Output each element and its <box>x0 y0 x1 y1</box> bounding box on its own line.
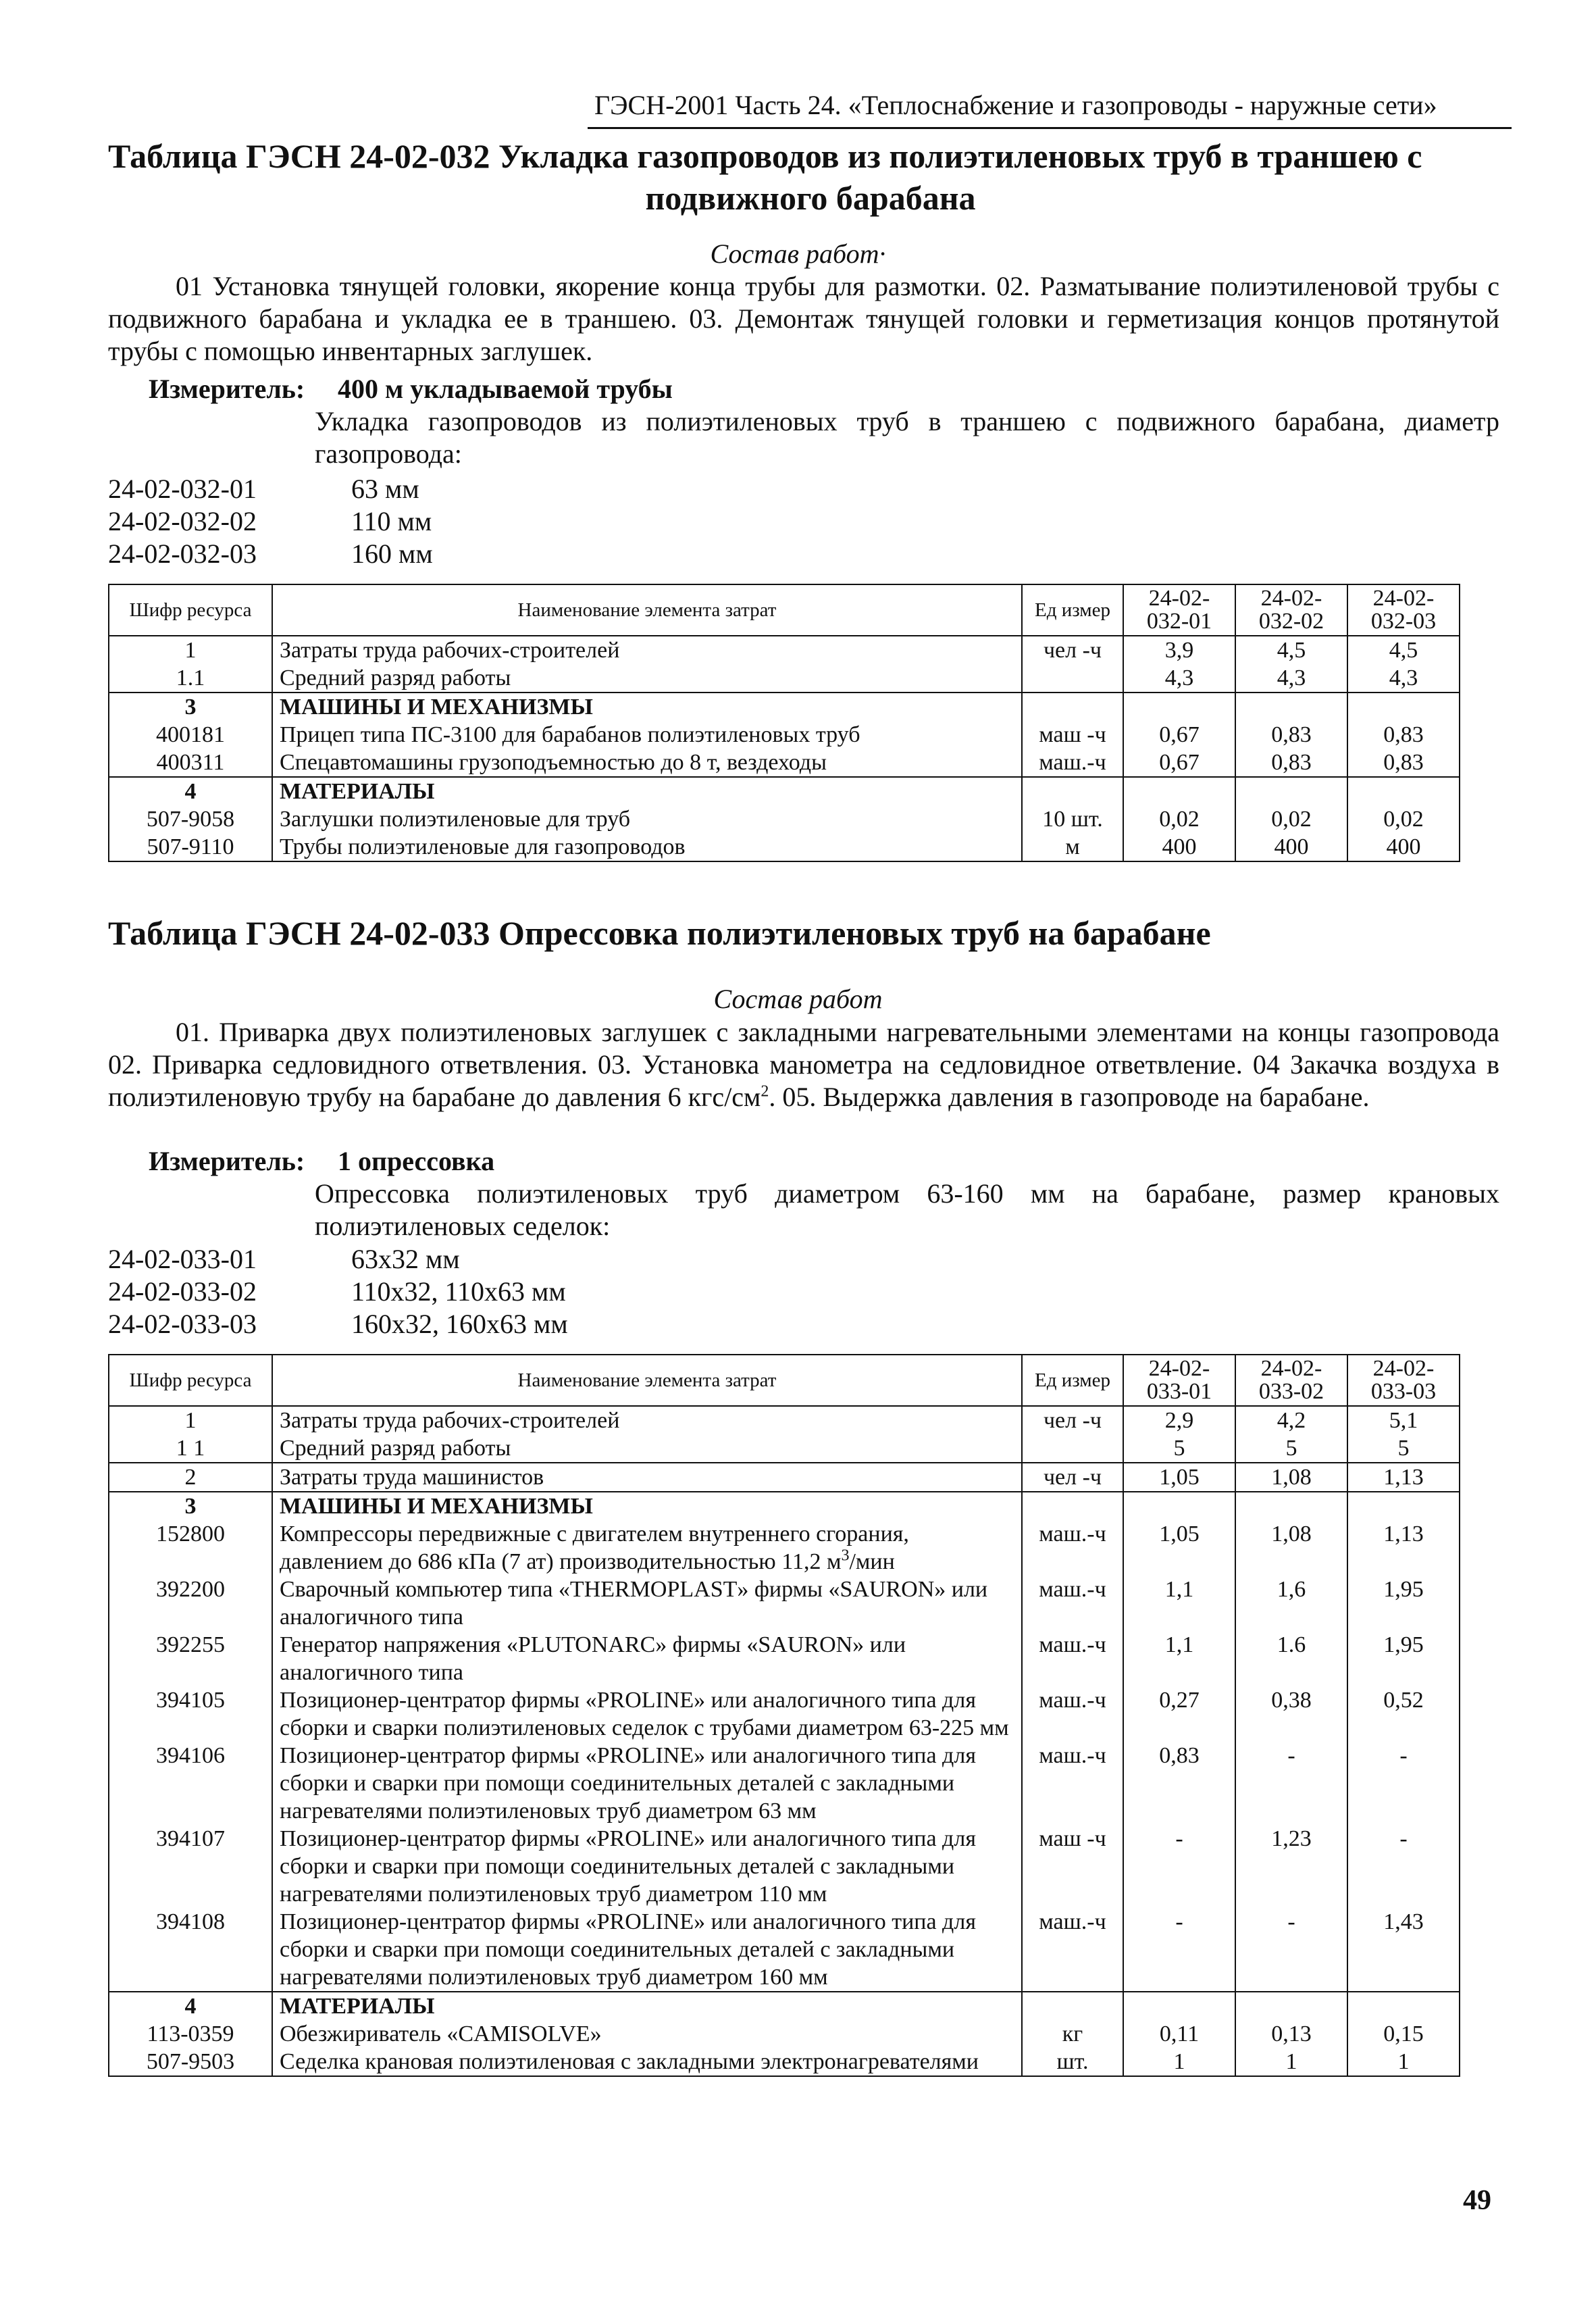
cell-unit: шт. <box>1022 2048 1123 2076</box>
table-row <box>109 1406 1460 1434</box>
cell-v2: 1,6 <box>1235 1576 1347 1631</box>
code-list-value: 160 мм <box>351 538 433 569</box>
col-header-c1: 24-02-033-01 <box>1123 1355 1235 1406</box>
cell-v2: 0,83 <box>1235 749 1347 777</box>
cell-code: 394105 <box>109 1686 272 1742</box>
table-row <box>109 749 1460 777</box>
cell-v3: 4,5 <box>1347 636 1460 664</box>
cell-name: Позиционер-центратор фирмы «PROLINE» или аналогичного типа для сборки и сварки при помощи соединительных деталей с закладными нагревателями полиэтиленовых труб диаметром 110 мм <box>272 1825 1022 1908</box>
cell-name: Затраты труда рабочих-строителей <box>272 636 1022 664</box>
header-rule <box>588 127 1512 129</box>
cell-v3 <box>1347 693 1460 721</box>
cell-code: 394107 <box>109 1825 272 1908</box>
cell-name: Позиционер-центратор фирмы «PROLINE» или аналогичного типа для сборки и сварки при помощи соединительных деталей с закладными нагревателями полиэтиленовых труб диаметром 63 мм <box>272 1742 1022 1825</box>
cell-code: 392255 <box>109 1631 272 1686</box>
cell-v2: 400 <box>1235 833 1347 861</box>
cell-name: МАТЕРИАЛЫ <box>272 1992 1022 2020</box>
table-row <box>109 1520 1460 1576</box>
cell-code: 113-0359 <box>109 2020 272 2048</box>
cell-v3: 0,02 <box>1347 805 1460 833</box>
cell-code: 507-9503 <box>109 2048 272 2076</box>
col-header-name: Наименование элемента затрат <box>272 1355 1022 1406</box>
table-row <box>109 664 1460 693</box>
col-header-code: Шифр ресурса <box>109 584 272 636</box>
cell-v3: 0,83 <box>1347 721 1460 749</box>
table2-description: Опрессовка полиэтиленовых труб диаметром 63-160 мм на барабане, размер крановых полиэтиленовых седелок: <box>315 1178 1499 1241</box>
cell-code: 2 <box>109 1463 272 1492</box>
cell-v1: 1,05 <box>1123 1520 1235 1576</box>
table-row <box>109 1908 1460 1992</box>
cell-name: Генератор напряжения «PLUTONARC» фирмы «SAURON» или аналогичного типа <box>272 1631 1022 1686</box>
cell-v1: 1,05 <box>1123 1463 1235 1492</box>
cell-v3: 1,95 <box>1347 1631 1460 1686</box>
table-section-row <box>109 693 1460 721</box>
cell-unit <box>1022 664 1123 693</box>
code-list-item <box>108 1308 568 1340</box>
table2-title: Таблица ГЭСН 24-02-033 Опрессовка полиэтиленовых труб на барабане <box>108 914 1211 952</box>
cell-v1: 0,02 <box>1123 805 1235 833</box>
cell-name: МАШИНЫ И МЕХАНИЗМЫ <box>272 1492 1022 1520</box>
cell-code: 3 <box>109 1492 272 1520</box>
cell-v2: 1,23 <box>1235 1825 1347 1908</box>
cell-name: МАШИНЫ И МЕХАНИЗМЫ <box>272 693 1022 721</box>
table1-measure-label: Измеритель: <box>149 374 305 404</box>
table2-composition-sup: 2 <box>761 1082 769 1101</box>
cell-v3: - <box>1347 1742 1460 1825</box>
cell-v1 <box>1123 693 1235 721</box>
cell-v1: 3,9 <box>1123 636 1235 664</box>
table2-composition-label: Состав работ <box>713 984 883 1014</box>
cell-v3: 0,15 <box>1347 2020 1460 2048</box>
cell-v3: 1,95 <box>1347 1576 1460 1631</box>
table1-title-line1: Таблица ГЭСН 24-02-032 Укладка газопроводов из полиэтиленовых труб в траншею с <box>108 137 1422 175</box>
cell-v3: 400 <box>1347 833 1460 861</box>
cell-v3: 1,13 <box>1347 1463 1460 1492</box>
cell-v1: 4,3 <box>1123 664 1235 693</box>
col-header-c2: 24-02-033-02 <box>1235 1355 1347 1406</box>
cell-v3: - <box>1347 1825 1460 1908</box>
col-header-c1: 24-02-032-01 <box>1123 584 1235 636</box>
cell-code: 400181 <box>109 721 272 749</box>
table1-measure-value: 400 м укладываемой трубы <box>338 374 673 404</box>
cell-code: 507-9058 <box>109 805 272 833</box>
table1-description: Укладка газопроводов из полиэтиленовых труб в траншею с подвижного барабана, диаметр газопровода: <box>315 406 1499 469</box>
cell-v2: 0,13 <box>1235 2020 1347 2048</box>
table1-title-line2: подвижного барабана <box>645 179 976 217</box>
cell-name: МАТЕРИАЛЫ <box>272 777 1022 805</box>
table-row <box>109 721 1460 749</box>
col-header-unit: Ед измер <box>1022 584 1123 636</box>
cell-v2: 1 <box>1235 2048 1347 2076</box>
code-list-value: 110х32, 110х63 мм <box>351 1276 566 1307</box>
cell-name: Затраты труда рабочих-строителей <box>272 1406 1022 1434</box>
cell-unit: маш -ч <box>1022 721 1123 749</box>
cell-name <box>272 1520 1022 1576</box>
cell-v3: 0,52 <box>1347 1686 1460 1742</box>
cell-v2 <box>1235 1492 1347 1520</box>
cell-unit: маш.-ч <box>1022 1686 1123 1742</box>
cell-unit: маш.-ч <box>1022 1520 1123 1576</box>
cell-v3: 1,43 <box>1347 1908 1460 1992</box>
code-list-code: 24-02-032-01 <box>108 474 257 504</box>
table-row <box>109 805 1460 833</box>
cell-code: 4 <box>109 1992 272 2020</box>
table-row <box>109 636 1460 664</box>
cell-code: 392200 <box>109 1576 272 1631</box>
code-list-value: 63 мм <box>351 474 419 504</box>
cell-v1 <box>1123 1492 1235 1520</box>
cell-name-text: Компрессоры передвижные с двигателем внутреннего сгорания, давлением до 686 кПа (7 ат) производительностью 11,2 м <box>280 1521 909 1574</box>
cell-v1: 1,1 <box>1123 1631 1235 1686</box>
cell-name: Седелка крановая полиэтиленовая с закладными электронагревателями <box>272 2048 1022 2076</box>
col-header-c3: 24-02-033-03 <box>1347 1355 1460 1406</box>
table2-resources <box>108 1354 1460 2077</box>
cell-name: Затраты труда машинистов <box>272 1463 1022 1492</box>
cell-code: 3 <box>109 693 272 721</box>
cell-v3: 5 <box>1347 1434 1460 1463</box>
cell-name: Спецавтомашины грузоподъемностью до 8 т, вездеходы <box>272 749 1022 777</box>
cell-name-tail: /мин <box>849 1549 895 1574</box>
cell-v2 <box>1235 1992 1347 2020</box>
table1-composition-label: Состав работ· <box>710 238 886 269</box>
table1-code-list <box>108 473 433 570</box>
code-list-item <box>108 1243 568 1276</box>
cell-v1: 1 <box>1123 2048 1235 2076</box>
cell-v3: 5,1 <box>1347 1406 1460 1434</box>
cell-code: 4 <box>109 777 272 805</box>
code-list-code: 24-02-033-03 <box>108 1309 257 1339</box>
col-header-code: Шифр ресурса <box>109 1355 272 1406</box>
cell-v2: - <box>1235 1908 1347 1992</box>
table2-measure-value: 1 опрессовка <box>338 1146 495 1176</box>
table2-composition <box>108 1016 1499 1113</box>
cell-v2: 4,5 <box>1235 636 1347 664</box>
table2-measure <box>149 1145 494 1177</box>
cell-v2: 0,83 <box>1235 721 1347 749</box>
code-list-item <box>108 1276 568 1308</box>
code-list-code: 24-02-032-03 <box>108 538 257 569</box>
cell-unit: 10 шт. <box>1022 805 1123 833</box>
table1-resources <box>108 584 1460 862</box>
table2-composition-text-a: 01. Приварка двух полиэтиленовых заглушек с закладными нагревательными элементами на концы газопровода 02. Приварка седловидного ответвления. 03. Установка манометра на седловидное ответвление. 04 Закачка воздуха в полиэтиленовую трубу на барабане до давления 6 кгс/см <box>108 1017 1499 1112</box>
cell-v1: 400 <box>1123 833 1235 861</box>
cell-v1 <box>1123 1992 1235 2020</box>
table-section-row <box>109 1992 1460 2020</box>
cell-v1: 1,1 <box>1123 1576 1235 1631</box>
cell-code: 394106 <box>109 1742 272 1825</box>
cell-v2: 1.6 <box>1235 1631 1347 1686</box>
table-header-row <box>109 1355 1460 1406</box>
cell-v2: 4,3 <box>1235 664 1347 693</box>
cell-name: Средний разряд работы <box>272 1434 1022 1463</box>
table-row <box>109 2048 1460 2076</box>
cell-v1: 0,11 <box>1123 2020 1235 2048</box>
table1-measure <box>149 373 673 405</box>
cell-v2: 1,08 <box>1235 1463 1347 1492</box>
cell-name-sup: 3 <box>841 1546 850 1565</box>
code-list-code: 24-02-032-02 <box>108 506 257 536</box>
table-row <box>109 833 1460 861</box>
col-header-unit: Ед измер <box>1022 1355 1123 1406</box>
cell-v2: 0,38 <box>1235 1686 1347 1742</box>
cell-v3: 0,83 <box>1347 749 1460 777</box>
cell-v2: 5 <box>1235 1434 1347 1463</box>
table2-measure-label: Измеритель: <box>149 1146 305 1176</box>
cell-v1: 0,67 <box>1123 749 1235 777</box>
cell-v1: - <box>1123 1908 1235 1992</box>
table-row <box>109 1742 1460 1825</box>
cell-name: Обезжириватель «CAMISOLVE» <box>272 2020 1022 2048</box>
cell-code: 1 1 <box>109 1434 272 1463</box>
cell-name: Позиционер-центратор фирмы «PROLINE» или аналогичного типа для сборки и сварки полиэтиленовых седелок с трубами диаметром 63-225 мм <box>272 1686 1022 1742</box>
cell-v1: 5 <box>1123 1434 1235 1463</box>
cell-unit: маш.-ч <box>1022 749 1123 777</box>
cell-v3 <box>1347 1992 1460 2020</box>
table2-composition-text-b: . 05. Выдержка давления в газопроводе на барабане. <box>769 1082 1370 1112</box>
cell-v1: 0,67 <box>1123 721 1235 749</box>
code-list-item <box>108 473 433 505</box>
cell-code: 507-9110 <box>109 833 272 861</box>
cell-name: Позиционер-центратор фирмы «PROLINE» или аналогичного типа для сборки и сварки при помощи соединительных деталей с закладными нагревателями полиэтиленовых труб диаметром 160 мм <box>272 1908 1022 1992</box>
cell-v1: 0,27 <box>1123 1686 1235 1742</box>
code-list-code: 24-02-033-02 <box>108 1276 257 1307</box>
table1-composition-text: 01 Установка тянущей головки, якорение конца трубы для размотки. 02. Разматывание полиэтиленовой трубы с подвижного барабана и укладка ее в траншею. 03. Демонтаж тянущей головки и герметизация концов протянутой трубы с помощью инвентарных заглушек. <box>108 271 1499 366</box>
cell-v1: 2,9 <box>1123 1406 1235 1434</box>
cell-code: 1.1 <box>109 664 272 693</box>
table2-code-list <box>108 1243 568 1340</box>
table-row <box>109 1576 1460 1631</box>
cell-code: 394108 <box>109 1908 272 1992</box>
cell-name: Заглушки полиэтиленовые для труб <box>272 805 1022 833</box>
code-list-value: 63х32 мм <box>351 1244 460 1274</box>
col-header-name: Наименование элемента затрат <box>272 584 1022 636</box>
cell-v2: 4,2 <box>1235 1406 1347 1434</box>
cell-v3: 1 <box>1347 2048 1460 2076</box>
cell-name: Трубы полиэтиленовые для газопроводов <box>272 833 1022 861</box>
page-number: 49 <box>1463 2185 1491 2216</box>
cell-unit: чел -ч <box>1022 636 1123 664</box>
cell-name: Сварочный компьютер типа «THERMOPLAST» фирмы «SAURON» или аналогичного типа <box>272 1576 1022 1631</box>
cell-code: 152800 <box>109 1520 272 1576</box>
cell-v2: - <box>1235 1742 1347 1825</box>
cell-v2 <box>1235 693 1347 721</box>
code-list-code: 24-02-033-01 <box>108 1244 257 1274</box>
cell-code: 1 <box>109 1406 272 1434</box>
code-list-value: 160х32, 160х63 мм <box>351 1309 568 1339</box>
cell-v1 <box>1123 777 1235 805</box>
cell-name: Прицеп типа ПС-3100 для барабанов полиэтиленовых труб <box>272 721 1022 749</box>
cell-unit <box>1022 1434 1123 1463</box>
code-list-value: 110 мм <box>351 506 432 536</box>
table-row <box>109 1631 1460 1686</box>
table-row <box>109 1463 1460 1492</box>
cell-v2: 1,08 <box>1235 1520 1347 1576</box>
code-list-item <box>108 505 433 538</box>
cell-v1: - <box>1123 1825 1235 1908</box>
cell-v1: 0,83 <box>1123 1742 1235 1825</box>
cell-v3 <box>1347 1492 1460 1520</box>
cell-v3: 1,13 <box>1347 1520 1460 1576</box>
cell-unit: м <box>1022 833 1123 861</box>
cell-unit: маш.-ч <box>1022 1631 1123 1686</box>
table1-title <box>108 135 1513 219</box>
running-header: ГЭСН-2001 Часть 24. «Теплоснабжение и газопроводы - наружные сети» <box>594 90 1437 120</box>
cell-code: 400311 <box>109 749 272 777</box>
table-row <box>109 1434 1460 1463</box>
table-header-row <box>109 584 1460 636</box>
cell-unit: кг <box>1022 2020 1123 2048</box>
cell-name: Средний разряд работы <box>272 664 1022 693</box>
cell-v2 <box>1235 777 1347 805</box>
code-list-item <box>108 538 433 570</box>
cell-v3 <box>1347 777 1460 805</box>
col-header-c2: 24-02-032-02 <box>1235 584 1347 636</box>
table-section-row <box>109 777 1460 805</box>
cell-unit <box>1022 1492 1123 1520</box>
table1-composition <box>108 270 1499 368</box>
cell-unit: чел -ч <box>1022 1406 1123 1434</box>
cell-unit <box>1022 777 1123 805</box>
cell-unit: маш.-ч <box>1022 1908 1123 1992</box>
cell-unit <box>1022 1992 1123 2020</box>
table-section-row <box>109 1492 1460 1520</box>
cell-unit <box>1022 693 1123 721</box>
cell-unit: маш.-ч <box>1022 1742 1123 1825</box>
cell-unit: маш -ч <box>1022 1825 1123 1908</box>
cell-v3: 4,3 <box>1347 664 1460 693</box>
col-header-c3: 24-02-032-03 <box>1347 584 1460 636</box>
table-row <box>109 1825 1460 1908</box>
cell-unit: маш.-ч <box>1022 1576 1123 1631</box>
table-row <box>109 2020 1460 2048</box>
table-row <box>109 1686 1460 1742</box>
cell-code: 1 <box>109 636 272 664</box>
cell-v2: 0,02 <box>1235 805 1347 833</box>
cell-unit: чел -ч <box>1022 1463 1123 1492</box>
